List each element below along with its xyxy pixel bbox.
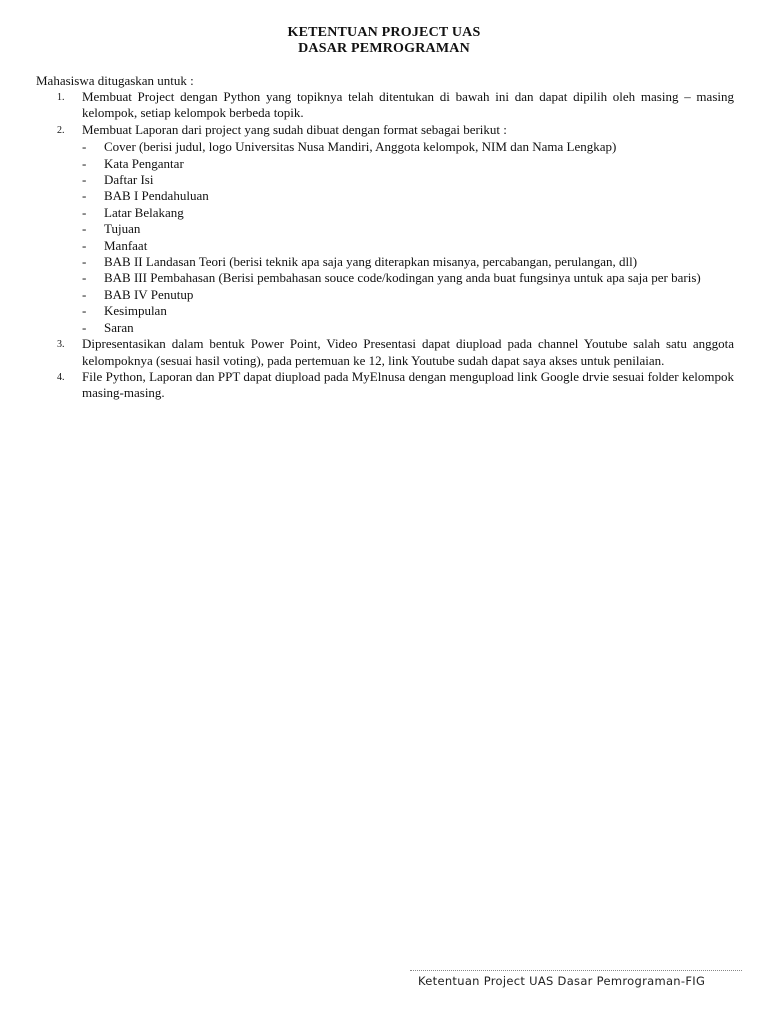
sublist-item [82,270,734,286]
sublist-item-text: Cover (berisi judul, logo Universitas Nusa Mandiri, Anggota kelompok, NIM dan Nama Lengkap) [104,139,617,155]
dash-bullet: - [82,155,87,171]
item-text: File Python, Laporan dan PPT dapat diupload pada MyElnusa dengan mengupload link Google drvie sesuai folder kelompok masing-masing. [82,368,734,401]
item-text: Dipresentasikan dalam bentuk Power Point, Video Presentasi dapat diupload pada channel Youtube salah satu anggota kelompoknya (sesuai hasil voting), pada pertemuan ke 12, link Youtube sudah dapat saya akses untuk penilaian. [82,336,734,368]
dash-bullet: - [82,188,87,204]
dash-bullet: - [82,204,87,220]
sublist-item [82,320,734,336]
sublist-item-text: BAB IV Penutup [104,286,194,302]
dash-bullet: - [82,286,87,302]
item-number: 3. [57,339,65,351]
sublist-item [82,156,734,172]
dash-bullet: - [82,303,87,319]
sublist-item-text: Daftar Isi [104,172,154,188]
dash-bullet: - [82,221,87,237]
sublist-item-text: Tujuan [104,221,141,237]
document-subtitle: DASAR PEMROGRAMAN [298,41,470,56]
sublist-item [82,287,734,303]
sublist-item-text: Manfaat [104,237,148,253]
item-text: Membuat Laporan dari project yang sudah dibuat dengan format sebagai berikut : [82,121,507,137]
intro-text: Mahasiswa ditugaskan untuk : [36,73,194,88]
dash-bullet: - [82,237,87,253]
dash-bullet: - [82,254,87,270]
report-format-list [82,139,734,336]
list-item [36,336,734,369]
sublist-item [82,254,734,270]
item-text: Membuat Project dengan Python yang topiknya telah ditentukan di bawah ini dan dapat dipilih oleh masing – masing kelompok, setiap kelompok berbeda topik. [82,89,734,121]
sublist-item [82,172,734,188]
sublist-item-text: BAB III Pembahasan (Berisi pembahasan souce code/kodingan yang anda buat fungsinya untuk apa saja per baris) [104,270,701,286]
sublist-item [82,303,734,319]
page-footer: Ketentuan Project UAS Dasar Pemrograman-FIG [418,974,706,988]
list-item [36,122,734,336]
sublist-item-text: Latar Belakang [104,204,184,220]
sublist-item-text: BAB II Landasan Teori (berisi teknik apa saja yang diterapkan misanya, percabangan, perulangan, dll) [104,254,638,270]
dash-bullet: - [82,139,87,155]
dash-bullet: - [82,319,87,335]
sublist-item-text: Kesimpulan [104,303,167,319]
sublist-item [82,221,734,237]
sublist-item-text: BAB I Pendahuluan [104,188,209,204]
item-number: 4. [57,371,65,383]
item-number: 2. [57,124,65,136]
sublist-item [82,139,734,155]
document-title: KETENTUAN PROJECT UAS [287,25,481,40]
sublist-item [82,188,734,204]
sublist-item-text: Kata Pengantar [104,155,184,171]
sublist-item [82,205,734,221]
list-item [36,89,734,122]
sublist-item-text: Saran [104,319,134,335]
item-number: 1. [57,92,65,103]
dash-bullet: - [82,270,87,286]
sublist-item [82,238,734,254]
dash-bullet: - [82,172,87,188]
list-item [36,369,734,402]
footer-divider [410,970,742,971]
requirements-list [36,89,734,402]
